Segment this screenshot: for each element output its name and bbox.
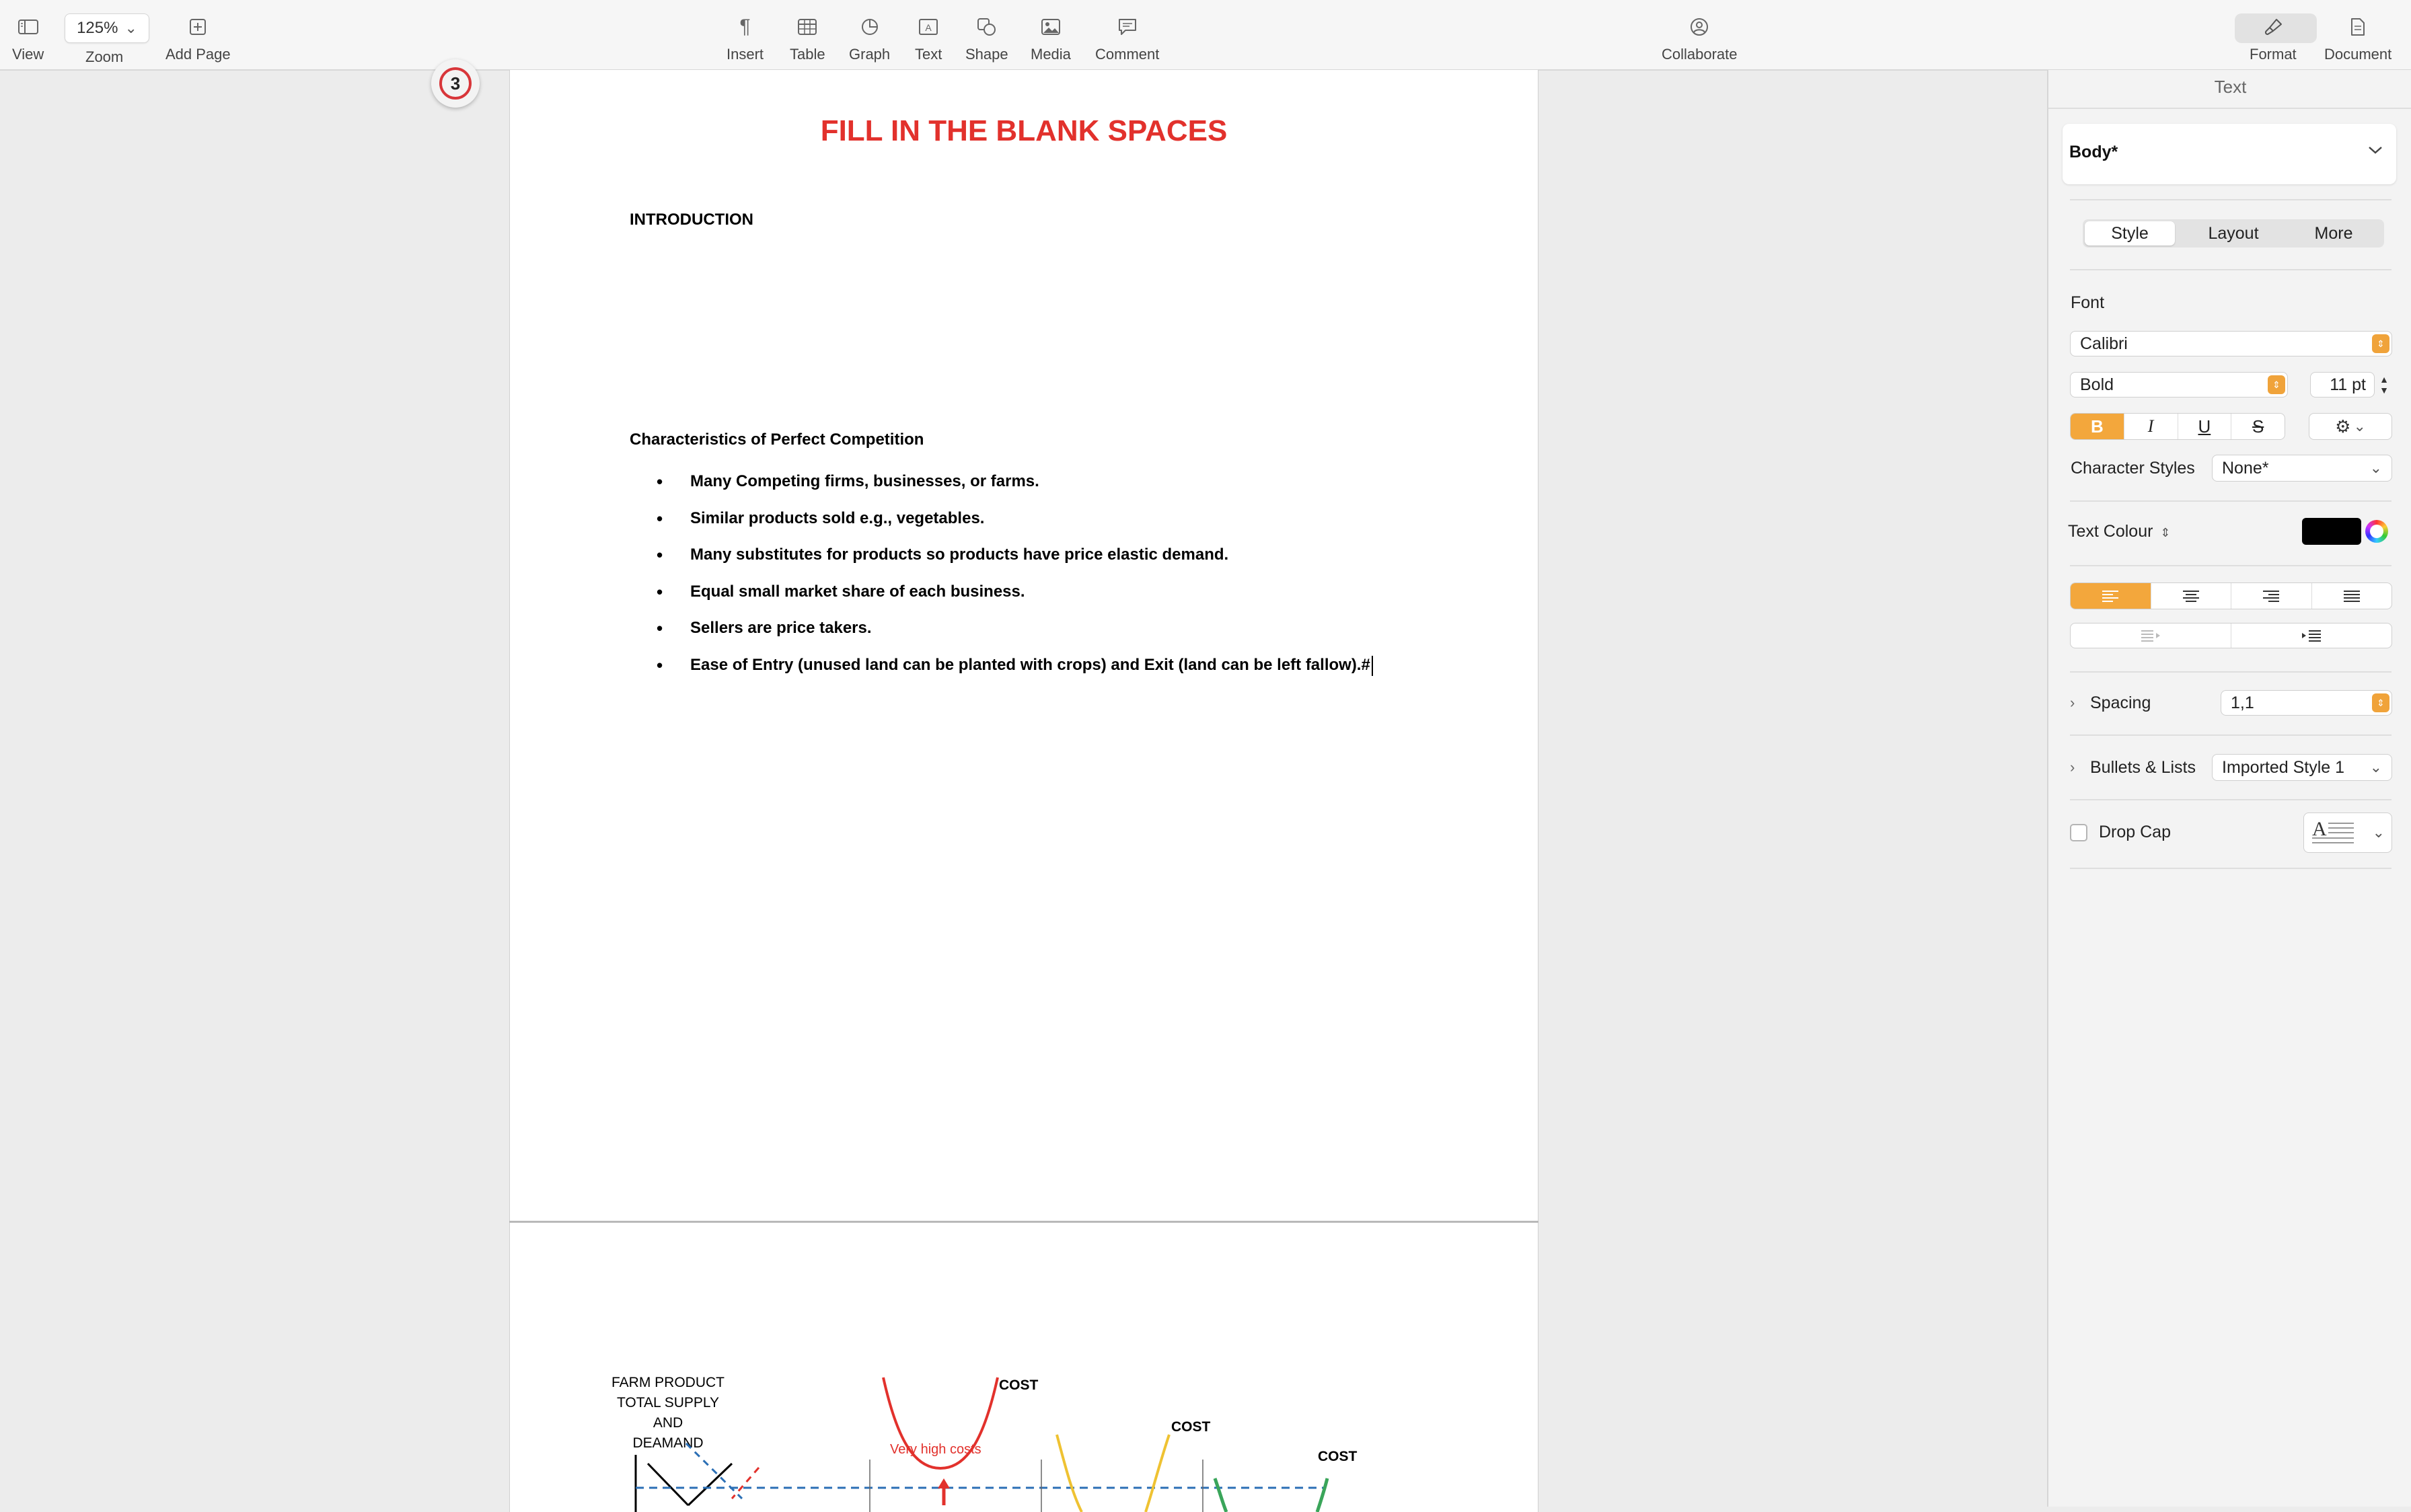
- list-item-text: Many Competing firms, businesses, or farms.: [690, 472, 1039, 490]
- style-layout-more-tabs: [2083, 219, 2384, 248]
- drop-cap-preview-icon: [2311, 818, 2355, 847]
- view-label: View: [12, 46, 44, 63]
- document-button[interactable]: [2324, 15, 2391, 63]
- align-center-icon: [2182, 589, 2200, 603]
- characteristics-heading: Characteristics of Perfect Competition: [630, 430, 924, 449]
- strikethrough-button[interactable]: S: [2252, 416, 2264, 437]
- shape-button[interactable]: [965, 15, 1008, 63]
- paintbrush-icon: [2260, 15, 2287, 39]
- drop-cap-label: Drop Cap: [2099, 823, 2171, 841]
- text-options-menu[interactable]: [2309, 413, 2392, 440]
- shifted-supply-line: [732, 1468, 759, 1499]
- chevron-down-icon: ⌄: [2353, 418, 2366, 434]
- font-family-value: Calibri: [2080, 334, 2128, 353]
- font-typeface-value: Bold: [2080, 375, 2114, 394]
- farm-label-line-1: FARM PRODUCT: [611, 1375, 725, 1390]
- toolbar: [0, 0, 2411, 71]
- text-cursor: [1372, 656, 1373, 676]
- format-sidebar: [2047, 70, 2411, 1507]
- demand-line: [648, 1464, 688, 1505]
- font-size-value: 11 pt: [2330, 375, 2366, 394]
- zoom-value: 125%: [77, 19, 118, 37]
- cost-diagram: [510, 1223, 1538, 1512]
- insert-button[interactable]: [727, 15, 764, 63]
- chevron-up-icon: ▲: [2379, 374, 2389, 385]
- red-cost-curve: [883, 1377, 998, 1468]
- media-button[interactable]: [1031, 15, 1071, 63]
- farm-label-line-3: DEAMAND: [632, 1435, 704, 1451]
- spacing-disclosure-icon[interactable]: ›: [2070, 694, 2075, 711]
- table-button[interactable]: [790, 15, 825, 63]
- table-icon: [794, 15, 821, 39]
- align-right-icon: [2262, 589, 2280, 603]
- list-item-text: Sellers are price takers.: [690, 619, 872, 638]
- spacing-value: 1,1: [2231, 693, 2254, 712]
- document-icon: [2344, 15, 2371, 39]
- font-family-select[interactable]: [2070, 331, 2392, 356]
- supply-line: [688, 1464, 732, 1505]
- indent-buttons: [2070, 623, 2392, 648]
- chevron-down-icon: ▼: [2379, 385, 2389, 395]
- text-colour-label-text: Text Colour: [2068, 522, 2153, 541]
- align-right-button[interactable]: [2231, 583, 2312, 609]
- tab-style[interactable]: Style: [2085, 221, 2175, 245]
- svg-text:A: A: [925, 22, 932, 33]
- font-typeface-select[interactable]: [2070, 372, 2288, 398]
- chevron-down-icon: [2368, 141, 2383, 159]
- text-colour-swatch[interactable]: [2302, 518, 2361, 545]
- graph-label: Graph: [849, 46, 891, 63]
- page-title: FILL IN THE BLANK SPACES: [820, 114, 1228, 147]
- divider: [2070, 199, 2391, 200]
- divider: [2070, 565, 2391, 566]
- zoom-label: Zoom: [85, 48, 124, 65]
- divider: [2070, 734, 2391, 736]
- list-item: [630, 463, 1373, 500]
- divider: [2070, 868, 2391, 869]
- bullets-disclosure-icon[interactable]: ›: [2070, 759, 2075, 776]
- cost-label-2: COST: [1171, 1419, 1211, 1435]
- yellow-cost-curve-left: [1057, 1435, 1082, 1512]
- paragraph-style-select[interactable]: [2063, 124, 2396, 184]
- alignment-buttons: [2070, 582, 2392, 609]
- collaborate-label: Collaborate: [1662, 46, 1738, 63]
- list-item-text: Ease of Entry (unused land can be planted with crops) and Exit (land can be left fallow).#: [690, 655, 1370, 674]
- cost-label-1: COST: [999, 1377, 1039, 1393]
- divider: [2070, 671, 2391, 673]
- up-down-chevron-icon: ⇕: [2160, 526, 2171, 539]
- stepper-icon: ⇕: [2372, 693, 2389, 712]
- badge-count: 3: [439, 67, 472, 100]
- red-arrow-head: [938, 1478, 950, 1488]
- drop-cap-style-select[interactable]: [2303, 812, 2392, 853]
- align-center-button[interactable]: [2151, 583, 2232, 609]
- decrease-indent-button[interactable]: [2071, 623, 2231, 648]
- image-icon: [1037, 15, 1064, 39]
- comment-label: Comment: [1095, 46, 1160, 63]
- justify-button[interactable]: [2312, 583, 2392, 609]
- view-button[interactable]: [12, 15, 44, 63]
- document-page-2[interactable]: [509, 1223, 1538, 1512]
- list-item-text: Many substitutes for products so products have price elastic demand.: [690, 545, 1229, 564]
- bullets-lists-label: Bullets & Lists: [2090, 758, 2196, 777]
- shifted-demand-line: [686, 1443, 742, 1499]
- justify-icon: [2342, 589, 2361, 603]
- paragraph-style-name: Body*: [2069, 143, 2118, 161]
- add-page-label: Add Page: [165, 46, 231, 63]
- increase-indent-icon: [2301, 629, 2322, 642]
- text-colour-label[interactable]: [2068, 522, 2171, 541]
- list-item-text: Equal small market share of each business.: [690, 582, 1025, 601]
- shape-label: Shape: [965, 46, 1008, 63]
- sidebar-toggle-icon: [15, 15, 42, 39]
- sidebar-header: Text: [2214, 77, 2247, 97]
- bold-button[interactable]: B: [2071, 414, 2124, 439]
- zoom-select[interactable]: [65, 13, 149, 43]
- table-label: Table: [790, 46, 825, 63]
- decrease-indent-icon: [2140, 629, 2161, 642]
- green-cost-curve-left: [1215, 1478, 1226, 1512]
- list-item: [630, 647, 1373, 684]
- align-left-icon: [2101, 589, 2120, 603]
- tab-layout[interactable]: Layout: [2208, 223, 2259, 243]
- introduction-heading: INTRODUCTION: [630, 211, 753, 229]
- list-item: [630, 574, 1373, 611]
- chevron-down-icon: ⌄: [2372, 824, 2385, 841]
- divider: [2070, 799, 2391, 800]
- media-label: Media: [1031, 46, 1071, 63]
- font-size-stepper[interactable]: [2377, 372, 2391, 398]
- format-button[interactable]: [2250, 15, 2297, 63]
- font-label: Font: [2071, 293, 2105, 312]
- spacing-select[interactable]: [2221, 690, 2392, 716]
- sidebar-header-divider: [2048, 108, 2411, 109]
- yellow-cost-curve-right: [1146, 1435, 1169, 1512]
- comment-icon: [1114, 15, 1141, 39]
- document-page-1[interactable]: [509, 70, 1538, 1221]
- bullet-list: [630, 463, 1373, 684]
- align-left-button[interactable]: [2071, 583, 2151, 609]
- chevron-down-icon: ⌄: [2369, 759, 2382, 776]
- drop-cap-checkbox[interactable]: [2070, 824, 2087, 841]
- document-label: Document: [2324, 46, 2392, 63]
- text-style-buttons: [2070, 413, 2285, 440]
- character-styles-select[interactable]: [2212, 455, 2392, 482]
- chart-pie-icon: [856, 15, 883, 39]
- increase-indent-button[interactable]: [2231, 623, 2391, 648]
- bullets-lists-select[interactable]: [2212, 754, 2392, 781]
- chevron-down-icon: ⌄: [124, 20, 137, 36]
- colour-wheel-icon[interactable]: [2365, 520, 2388, 543]
- italic-button[interactable]: I: [2124, 414, 2178, 439]
- add-page-button[interactable]: [165, 15, 231, 63]
- comment-button[interactable]: [1095, 15, 1159, 63]
- add-page-icon: [184, 15, 211, 39]
- very-high-costs-annotation: Very high costs: [890, 1442, 981, 1457]
- divider: [2070, 269, 2391, 270]
- underline-button[interactable]: U: [2178, 414, 2232, 439]
- list-item-text: Similar products sold e.g., vegetables.: [690, 508, 985, 527]
- collaborate-button[interactable]: [1662, 15, 1738, 63]
- shape-icon: [973, 15, 1000, 39]
- graph-button[interactable]: [849, 15, 890, 63]
- list-item: [630, 500, 1373, 537]
- font-size-input[interactable]: [2310, 372, 2375, 398]
- divider: [2070, 500, 2391, 502]
- list-item: [630, 610, 1373, 647]
- green-cost-curve-right: [1317, 1478, 1327, 1512]
- character-styles-label: Character Styles: [2071, 459, 2195, 478]
- chevron-down-icon: ⌄: [2369, 459, 2382, 476]
- farm-label-line-2: TOTAL SUPPLY AND: [616, 1395, 720, 1431]
- collaborate-icon: [1686, 15, 1713, 39]
- gear-icon: ⚙: [2335, 416, 2351, 437]
- list-item: [630, 537, 1373, 574]
- format-label: Format: [2250, 46, 2297, 63]
- text-label: Text: [915, 46, 942, 63]
- pilcrow-icon: ¶: [739, 15, 751, 38]
- insert-label: Insert: [727, 46, 764, 63]
- text-button[interactable]: [915, 15, 942, 63]
- cost-label-3: COST: [1318, 1449, 1358, 1464]
- comment-count-badge[interactable]: [431, 59, 480, 108]
- text-box-icon: [915, 15, 942, 39]
- tab-more[interactable]: More: [2314, 223, 2353, 243]
- svg-text:A: A: [2312, 818, 2327, 840]
- character-styles-value: None*: [2222, 458, 2269, 478]
- bullets-lists-value: Imported Style 1: [2222, 757, 2345, 777]
- stepper-icon: ⇕: [2372, 334, 2389, 353]
- stepper-icon: ⇕: [2268, 375, 2285, 394]
- spacing-label: Spacing: [2090, 693, 2151, 712]
